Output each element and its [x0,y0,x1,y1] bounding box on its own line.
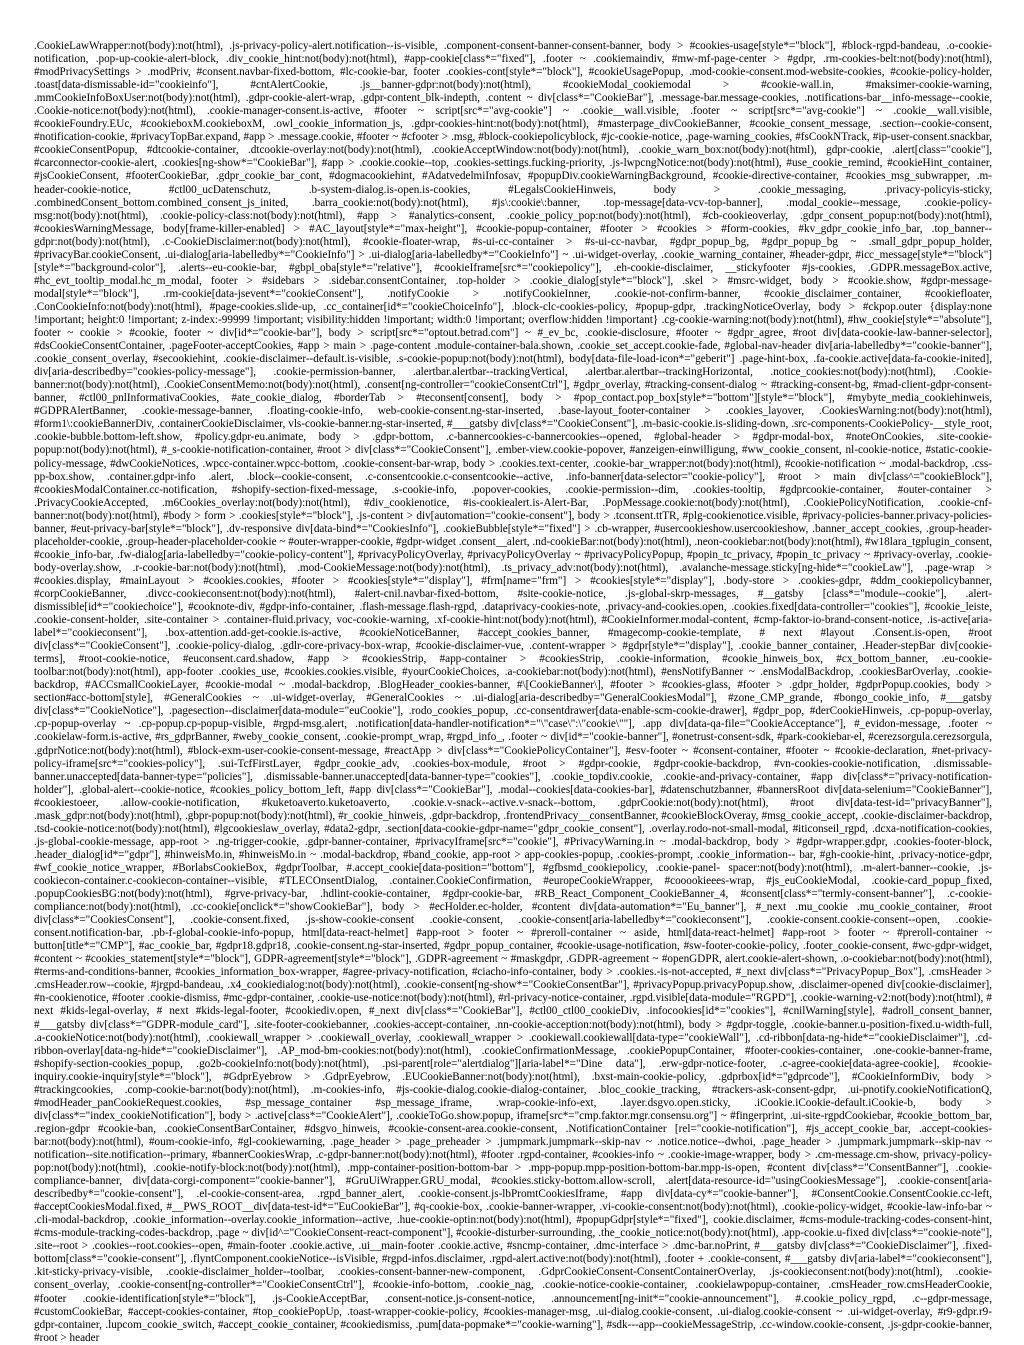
css-selector-text: .CookieLawWrapper:not(body):not(html), .js-privacy-policy-alert.notification--is-visible, .component-consent-banner-consent-banner, body > #cookies-usage[style*="block"], #block-rgpd-bandeau, .o-cookie-notification, .pop-up-cookie-alert-block, .div_cookie_hint:not(body):not(html), #app-cookie[class*="fixed"], .footer ~ .cookiemaindiv, #mw-mf-page-center > #gdpr, .rm-cookies-belt:not(body):not(html), #modPrivacySettings > .modPriv, #consent.navbar-fixed-bottom, #lc-cookie-bar, footer .cookies-cont[style*="block"], #cookieUsagePopup, .mod-cookie-consent.mod-website-cookies, #cookie-policy-holder, .toast[data-dismissable-id="cookieinfo"], #cntAlertCookie, .js__banner-gdpr:not(body):not(html), #cookieModal_cookiemodal > #cookie-wall.in, #maksimer-cookie-warning, .mmCookieInfoBoxUser:not(body):not(html), .gdpr-cookie-alert-wrap, .gdpr-content_blk-indepth, .content ~ div[class*="CookieBar"], .message-bar.message-cookies, .notifications-bar__info-message--cookie, .Cookie-notice:not(body):not(html), .cookie-manager-consent.is-active, #footer ~ script[src*="avg-cookie"] ~ .cookie__wall.visible, .footer ~ script[src*="avg-cookie"] ~ .cookie__wall.visible, #cookieFoundry.EUc, #cookieboxM.cookieboxM, .owl_cookie_information_js, .gdpr-cookies-hint:not(body):not(html), #masterpage_divCookieBanner, #cookie_consent_message, .section--cookie-consent, #notification-cookie, #privacyTopBar.expand, #app > .message.cookie, #footer ~ #cfooter > .msg, #block-cookiepolicyblock, #jc-cookie-notice, .page-warning_cookies, #fsCookNTrack, #ip-user-consent.snackbar, #cookieConsentPopup, #dtcookie-container, .dtcookie-overlay:not(body):not(html), .cookieAcceptWindow:not(body):not(html), .cookie_warn_box:not(body):not(html), gdpr-cookie, .alert[class="cookie"], #carconnector-cookie-alert, .cookies[ng-show*="CookieBar"], #app > .cookie.cookie--top, .cookies-settings.fucking-priority, .js-lwpcngNotice:not(body):not(html), #use_cookie_remind, #cookieHint_container, #jsCookieConsent, #footerCookieBar, .gdpr_cookie_bar_cont, #dogmacookiehint, #AdatvedelmiInfosav, #popupDiv.cookieWarningBackground, #cookie-directive-container, #cookies_msg_subwrapper, .m- header-cookie-notice, #ctl00_ucDatenschutz, .b-system-dialog.is-open.is-cookies, #LegalsCookieHinweis, body > .cookie_messaging, .privacy-policyis-sticky, .combinedConsent_bottom.combined_consent_js_inited, .barra_cookie:not(body):not(html), #js\:cookie\:banner, .top-message[data-vcv-top-banner], .modal_cookie--message, .cookie-policy-msg:not(body):not(html), .cookie-policy-class:not(body):not(html), #app > #analytics-consent, .cookie_policy_pop:not(body):not(html), #cb-cookieoverlay, .gdpr_consent_popup:not(body):not(html), #cookiesWarningMessage, body[frame-killer-enabled] > #AC_layout[style*="max-height"], #cookie-popup-container, #footer > #cookies > #form-cookies, #kv_gdpr_cookie_info_bar, .top_banner--gdpr:not(body):not(html), .c-CookieDisclaimer:not(body):not(html), #cookie-floater-wrap, #s-ui-cc-container > #s-ui-cc-navbar, #gdpr_popup_bg, #gdpr_popup_bg ~ .small_gdpr_popup_holder, #privacyBar.cookieConsent, .ui-dialog[aria-labelledby*="CookieInfo"] > .ui-dialog[aria-labelledby*="CookieInfo"] ~ .ui-widget-overlay, .cookie_warning_container, #header-gdpr, #icc_message[style*="block"][style*="background-color"], .alerts--eu-cookie-bar, #gbpl_oba[style*="relative"], #cookieIframe[src*="cookiepolicy"], .eh-cookie-disclaimer, __stickyfooter #js-cookies, .GDPR.messageBox.active, #hc_evt_tooltip_modal.hc_m_modal, footer > #sidebars > .sidebar.consentContainer, .top-holder > .cookie_dialog[style*="block"], .skel > #msrc-widget, body > #cookie.show, #gdpr-message-modal[style*="block"], .rm-cookie[data-jsevent*="cookieConsent"], .notifyCookie > .notifyCookieInner, .cookie-not-confirm-banner, #cookie_disclaimer_container, #cookiefloater, .ConCookieInfo:not(body):not(html), #page-cookies.slide-up, .cc_container[id*="cookieChoiceInfo"], .block-clc-cookies-policy, #popup-gdpr, .trackingNoticeOverlay, body > #ckpop.outer {display:none !important; height:0 !important; z-index:-99999 !important; visibility:hidden !important; width:0 !important; overflow:hidden !important} .cg-cookie-warning:not(body):not(html), #hw_cookie[style*="absolute"], footer ~ cookie > #cookie, footer ~ div[id*="cookie-bar"], body > script[src*="optout.betrad.com"] ~ #_ev_bc, .cookie-disclosure, #footer ~ #gdpr_agree, #root div[data-cookie-law-banner-selector], #dsCookieConsentContainer, .pageFooter-acceptCookies, #app > main > .page-content .module-container-bala.shown, .cookie_set_accept.cookie-fade, #global-nav-header div[aria-labelledby*="cookie-banner"], .cookie_consent_overlay, #secookiehint, .cookie-disclaimer--default.is-visible, .s-cookie-popup:not(body):not(html), body[data-file-load-icon*="geberit"] .page-hint-box, .fa-cookie.active[data-fa-cookie-inited], div[aria-describedby="cookies-policy-message"], .cookie-permission-banner, .alertbar.alertbar--trackingVertical, .alertbar.alertbar--trackingHorizontal, .notice_cookies:not(body):not(html), .Cookie-banner:not(body):not(html), .CookieConsentMemo:not(body):not(html), .consent[ng-controller="cookieConsentCtrl"], #gdpr_overlay, #tracking-consent-dialog ~ #tracking-consent-bg, #mad-client-gdpr-consent-banner, #ctl00_pnlInformativaCookies, #ate_cookie_dialog, #borderTab > #teconsent[consent], body > #pop_contact.pop_box[style*="bottom"][style*="block"], #mybyte_media_cookiehinweis, #GDPRAlertBanner, .cookie-message-banner, .floating-cookie-info, web-cookie-consent.ng-star-inserted, .base-layout_footer-container > .cookies_layover, .CookiesWarning:not(body):not(html), #form1\:cookieBannerDiv, .containerCookieDisclaimer, vls-cookie-banner.ng-star-inserted, #___gatsby div[class*="CookieConsent"], .m-basic-cookie.is-sliding-down, .src-components-CookiePolicy-__style_root, .cookie-bubble.bottom-left.show, #policy.gdpr-eu.animate, body > .gdpr-bottom, .c-bannercookies-c-bannercookies--opened, #global-header > #gdpr-modal-box, #noteOnCookies, .site-cookie-popup:not(body):not(html), #_s-cookie-notification-container, #root > div[class*="CookieConsent"], .ember-view.cookie-popover, #anzeigen-einwilligung, #ww_cookie_consent, nl-cookie-notice, #static-cookie-policy-message, #dwCookieNotices, .wpcc-container.wpcc-bottom, .cookie-consent-bar-wrap, body > .cookies.text-center, .cookie-bar_wrapper:not(body):not(html), #cookie-notification ~ .modal-backdrop, .css- pp-box.show, .container.gdpr-info .alert, .block--cookie-consent, .c-consentcookie.c-consentcookie--active, .info-banner[data-selector="cookie-policy"], #root > main div[class^="cookieBlock"], #cookiesModalContainer.cc-notification, #shopify-section-fixed-message, .s-cookie-info, .popover-cookies, .cookie-permission--dim, .cookies-tooltip, #gdprcookie-container, #outer-container > .PrivacyCookieAccepted, .m6Cookies_overlay:not(body):not(html), #div_cookienotice, #is-cookiealert.is-Alert-Bar, .PopMessage.cookie:not(body):not(html), .CookiePolicyNotification, .cookie-cnf-banner:not(body):not(html), #body > form > .cookies[style*="block"], .js-content > div[automation="cookie-consent"], body > .tconsent.ttTR, #plg-cookienotice.visible, #privacy-policies-banner.privacy-policies-banner, #eut-privacy-bar[style*="block"], .dv-responsive div[data-bind*="CookiesInfo"], .cookieBubble[style*="fixed"] > .cb-wrapper, #usercookieshow.usercookieshow, .banner_accept_cookies, .group-header-placeholder-cookie, .group-header-placeholder-cookie ~ #outer-wrapper-cookie, #gdpr-widget .consent__alert, .nd-cookieBar:not(body):not(html), .neon-cookiebar:not(body):not(html), #w18lara_tgplugin_consent, #cookie_info-bar, .fw-dialog[aria-labelledby="cookie-policy-content"], #privacyPolicyOverlay, #privacyPolicyOverlay ~ #privacyPolicyPopup, #popin_tc_privacy, #popin_tc_privacy ~ #privacy-overlay, .cookie-body-overlay.show, .r-cookie-bar:not(body):not(html), .mod-CookieMessage:not(body):not(html), .ts_privacy_adv:not(body):not(html), .avalanche-message.sticky[ng-hide*="cookieLaw"], .page-wrap > #cookies.display, #mainLayout > #cookies.cookies, #footer > #cookies[style*="display"], #frm[name="frm"] > #cookies[style*="display"], .body-store > .cookies-gdpr, #ddm_cookiepolicybanner, #corpCookieBanner, .divcc-cookieconsent:not(body):not(html), #alert-cnil.navbar-fixed-bottom, #site-cookie-notice, .js-global-skrp-messages, #__gatsby [class*="module--cookie"], .alert-dismissible[id*="cookiechoice"], #cooknote-div, #gdpr-info-container, .flash-message.flash-rgpd, .dataprivacy-cookies-note, .privacy-and-cookies.open, .cookies.fixed[data-controller="cookies"], #cookie_leiste, .cookie-consent-holder, .site-container > .container-fluid.privacy, voc-cookie-warning, .xf-cookie-hint:not(body):not(html), #CookieInformer.modal-content, #cmp-faktor-io-brand-consent-notice, .is-active[aria-label*="cookieconsent"], .box-attention.add-get-cookie.is-active, #cookieNoticeBanner, #accept_cookies_banner, #magecomp-cookie-template, # next #layout .Consent.is-open, #root div[class*="CookieConsent"], .cookie-policy-dialog, .gdlr-core-privacy-box-wrap, #cookie-disclaimer-vue, .content-wrapper > #gdpr[style*="display"], .cookie_banner_container, .Header-stepBar div[cookie-terms], #root-cookie-notice, #euconsent.card.shadow, #app > #cookiesStrip, #app-container > #cookiesStrip, .cookie-information, #cookie_hinweis_box, #cx_bottom_banner, .eu-cookie-toolbar:not(body):not(html), app-footer .cookies_use, #cookies.cookies.visible, #yourCookieChoices, .a-cookiebar:not(body):not(html), #ensNotifyBanner ~ .ensModalBackdrop, .cookiesBarOverlay, .cookie-backdrop, #ACCsmallCookieLayer, #cookie-modal ~ .modal-backdrop, .BlogHeader_cookies-banner, #\[CookieBanner\], #footer > #cookies-glass, #footer > .gdpr_holder, #gdprPopup.cookies, body > section#acc-bottom[style], #GeneralCookies ~ .ui-widget-overlay, #GeneralCookies ~ .ui-dialog[aria-describedby="GeneralCookiesModal"], #zone_CMP_grande, #bongo_cookie_info, #___gatsby div[class*="CookieNotice"], .pagesection--disclaimer[data-module="euCookie"], .rodo_cookies_popup, .cc-consentdrawer[data-enable-scm-cookie-drawer], #gdpr_pop, #derCookieHinweis, .cp-popup-overlay, .cp-popup-overlay ~ .cp-popup.cp-popup-visible, #rgpd-msg.alert, .notification[data-handler-notification*="\"case\":\"cookie\""], .app div[data-qa-file="CookieAcceptance"], #_evidon-message, .footer ~ .cookielaw-form.is-active, #rs_gdprBanner, #weby_cookie_consent, .cookie-prompt_wrap, #rgpd_info_, .footer ~ div[id*="cookie-banner"], #onetrust-consent-sdk, #park-cookiebar-el, #cerezsorgula.cerezsorgula, .gdprNotice:not(body):not(html), #block-exm-user-cookie-consent-message, #reactApp > div[class*="CookiePolicyContainer"], #esv-footer ~ #consent-container, #footer ~ #cookie-declaration, #net-privacy-policy-iframe[src*="cookies-policy"], .sui-TcfFirstLayer, #gdpr_cookie_adv, .cookies-box-module, #root > #gdpr-cookie, #gdpr-cookie-backdrop, #vn-cookies-cookie-notification, .dismissable-banner.unaccepted[data-banner-type="policies"], .dismissable-banner.unaccepted[data-banner-type="cookies"], .cookie_topdiv.cookie, .cookie-and-privacy-container, #app div[class*="privacy-notification-holder"], .global-alert--cookie-notice, #cookies_policy_bottom_left, #app div[class*="CookieBar"], .modal--cookies[data-cookies-bar], #datenschutzbanner, #bannersRoot div[data-selenium="CookieBanner"], #cookiestoeer, .allow-cookie-notification, #kuketoaverto.kuketoaverto, .cookie.v-snack--active.v-snack--bottom, .gdprCookie:not(body):not(html), #root div[data-test-id="privacyBanner"], .mask_gdpr:not(body):not(html), .gbpr-popup:not(body):not(html), #r_cookie_hinweis, .gdpr-backdrop, .frontendPrivacy__consentBanner, #cookieBlockOveray, #msg_cookie_accept, .cookie-disclaimer-backdrop, .tsd-cookie-notice:not(body):not(html), #lgcookieslaw_overlay, #data2-gdpr, .section[data-cookie-gdpr-name="gdpr_cookie_consent"], .overlay.rodo-not-small-modal, #iticonseil_rgpd, .dcxa-notification-cookies, .js-global-cookie-message, app-root > .ng-trigger-cookie, .gdpr-banner-container, #privacyIframe[src*="cookie"], #PrivacyWarning.in ~ .modal-backdrop, body > #gdpr-wrapper.gdpr, .cookies-footer-block, .header_dialog[id*="gdpr"], #hinweisMo.in, #hinweisMo.in ~ .modal-backdrop, #band_cookie, app-root > app-cookies-popup, .cookies-prompt, .cookie_information-- bar, #gh-cookie-hint, .privacy-notice-gdpr, #wf_cookie_notice_wrapper, #BorlabsCookieBox, #gdprToolbar, #.accept_cookie[data-position="bottom"], #gfbsmd_cookiepolicy, .cookie-panel- spacer:not(body):not(html), .m-alert-banner--cookie, .js-cookiecon-container.c-cookiecon-container--visible, #TLECOnsentDialog, .container.CookieConfirmation, #europeCookieWrapper, #cooookieees-wrap, #js_euCookieModal, .cookie-card_popup_fixed, .popupCookiesBG:not(body):not(html), #grve-privacy-bar, .hdlint-cookie-container, #gdpr-cookie-bar, #RB_React_Component_CookieBanner_4, #consent[class*="termly-consent-banner"], .c-cookie-compliance:not(body):not(html), .cc-cookie[onclick*="showCookieBar"], body > #ecHolder.ec-holder, #content div[data-automation*="Eu_banner"], #_next .mu_cookie .mu_cookie_container, #root div[class*="CookiesConsent"], .cookie-consent.fixed, .js-show-cookie-consent .cookie-consent, .cookie-consent[aria-labelledby*="cookieconsent"], .cookie-consent.cookie-consent--open, .cookie-consent.notification-bar, .pb-f-global-cookie-info-popup, html[data-react-helmet] #app-root > footer ~ #preroll-container ~ aside, html[data-react-helmet] #app-root > footer ~ #preroll-container ~ button[title*="CMP"], #ac_cookie_bar, #gdpr18.gdpr18, .cookie-consent.ng-star-inserted, #gdpr_popup_container, #cookie-usage-notification, #sw-footer-cookie-policy, .footer_cookie-consent, #wc-gdpr-widget, #content ~ #cookies_statement[style*="block"], GDPR-agreement[style*="block"], .GDPR-agreement ~ #maskgdpr, .GDPR-agreement ~ #openGDPR, alert.cookie-alert-shown, .o-cookiebar:not(body):not(html), #terms-and-conditions-banner, #cookies_information_box-wrapper, #agree-privacy-notification, #ciacho-info-container, body > .cookies.-is-not-accepted, #_next div[class*="PrivacyPopup_Box"], .cmsHeader > .cmsHeader.row--cookie, #jrgpd-bandeau, .x4_cookiedialog:not(body):not(html), .cookie-consent[ng-show*="CookieConsentBar"], #privacyPopup.privacyPopup.show, .disclaimer-opened div[cookie-disclaimer], #n-cookienotice, #footer .cookie-dismiss, #mc-gdpr-container, .cookie-use-notice:not(body):not(html), #rl-privacy-notice-container, .rgpd.visible[data-module="RGPD"], .cookie-warning-v2:not(body):not(html), # next #kids-legal-overlay, # next #kids-legal-footer, #cookiediv.open, #_next div[class*="CookieBar"], #ctl00_ctl00_cookieDiv, .infocookies[id*="cookies"], #cnilWarning[style], #adroll_consent_banner, #___gatsby div[class*="GDPR-module_card"], .site-footer-cookiebanner, .cookies-accept-container, .nn-cookie-acception:not(body):not(html), body > #gdpr-toggle, .cookie-banner.u-position-fixed.u-width-full, .a-cookieNotice:not(body):not(html), .cookiewall_wrapper > .cookiewall_overlay, .cookiewall_wrapper > .cookiewall.cookiewall[data-type="cookieWall"], .cd-ribbon[data-ng-hide*="cookieDisclaimer"], .cd-ribbon-overlay[data-ng-hide*="cookieDisclaimer"], .AP_mod-bm-cookies:not(body):not(html), .cookieConfirmationMessage, .cookiePopupContainer, #footer-cookies-container, .one-cookie-banner-frame, #shopify-section-cookies_popup, .go2b-cookieInfo:not(body):not(html), .psi-parent[role="alertdialog"][aria-label*="Dine data"], .erw-gdpr-notice-footer, .c-agree-cookie[data-agree-cookie], #cookie-inquiry.cookie-inquiry[style*="block"], #GdprEyebrow > .GdprEyebrow, .EUCookieBanner:not(body):not(html), .bxst-main-cookie-policy, .gdprbox[id*="gdprcode"], #CookieInformDiv, body > #trackingcookies, .comp-cookie-bar:not(body):not(html), .m-cookies-info, #js-cookie-dialog.cookie-dialog-container, .bloc_cookie_tracking, #trackers-ask-consent-gdpr, .ui-pnotify.cookieNotificationQ, #modHeader_panCookieRequest.cookies, #sp_message_container #sp_message_iframe, .wrap-cookie-info-ext, .layer.dsgvo.open.sticky, .iCookie.iCookie-default.iCookie-b, body > div[class*="index_cookieNotification"], body > .active[class*="CookieAlert"], .cookieToGo.show.popup, iframe[src*="cmp.faktor.mgr.consensu.org"] ~ #fingerprint, .ui-site-rgpdCookiebar, #cookie_bottom_bar, .region-gdpr #cookie-ban, .cookieConsentBarContainer, #dsgvo_hinweis, #cookie-consent-area.cookie-consent, .NotificationContainer [rel="cookie-notification"], #js_accept_cookie_bar, .accept-cookies-bar:not(body):not(html), #oum-cookie-info, #gl-cookiewarning, .page_header > .page_preheader > .jumpmark.jumpmark--skip-nav ~ .notice.notice--dwhoi, .page_header > .jumpmark.jumpmark--skip-nav ~ notification--site.notification--primary, #bannerCookiesWrap, .c-gdpr-banner:not(body):not(html), #footer .rgpd-container, #cookies-info ~ .cookie-image-wrapper, body > .cm-message.cm-show, privacy-policy-pop:not(body):not(html), .cookie-notify-block:not(body):not(html), .mpp-container-position-bottom-bar > .mpp-popup.mpp-position-bottom-bar.mpp-is-open, #content div[class*="ConsentBanner"], .cookie-compliance-banner, div[data-corgi-component="cookie-banner"], #GruUiWrapper.GRU_modal, #cookies.sticky-bottom.allow-scroll, .alert[data-resource-id="usingCookiesMessage"], .cookie-consent[aria-describedby*="cookie-consent"], .el-cookie-consent-area, .rgpd_banner_alert, .cookie-consent.js-lbPromtCookiesIframe, #app div[data-cy*="cookie-banner"], #ConsentCookie.ConsentCookie.cc-left, #acceptCookiesModal.fixed, #__PWS_ROOT__div[data-test-id*="EuCookieBar"], #q-cookie-box, .cookie-banner-wrapper, .vi-cookie-consent:not(body):not(html), .cookie-policy-widget, #cookie-law-info-bar ~ .cli-modal-backdrop, .cookie_information--overlay.cookie_information--active, .hue-cookie-optin:not(body):not(html), #popupGdpr[style*="fixed"], cookie.disclaimer, #cms-module-tracking-codes-consent-hint, #cms-module-tracking-codes-backdrop, .page ~ div[id^="CookieConsent-react-component"], #cookie-disturber-surrounding, .the_cookie_notice:not(body):not(html), .app-cookie.u-fixed div[class*="cookie-note"], .site--root > .cookies--root.cookies--open, #main-footer .cookie.active, .ui__main-footer .cookie.active, #sncmp-container, .dmc-interface > .dmc-bar.noPrint, #___gatsby div[class*="CookieDisclaimer"], .fixed-bottom[class*="cookie-consent"], .flyntComponent.cookieNotice--isVisible, #rgpd-infos.disclaimer, .rgpd-alert.active:not(body):not(html), .footer + .cookie-consent, #___gatsby div[aria-label*="cookieconsent"], .kit-sticky-privacy-visible, .cookie-disclaimer_holder--toolbar, .cookies-consent-banner-new-component, .GdprCookieConsent-ConsentContainerOverlay, .js-cookieconsent:not(body):not(html), .cookie-consent_overlay, .cookie-consent[ng-controller*="CookieConsentCtrl"], #cookie-info-bottom, .cookie_nag, .cookie-notice-cookie-container, .cookielawpopup-container, .cmsHeader_row.cmsHeaderCookie, #footer .cookie-identification[style*="block"], .js-CookieAcceptBar, .consent-notice.js-consent-notice, .announcement[ng-init*="cookie-announcement"], #.cookie_policy_rgpd, .c--gdpr-message, #customCookieBar, #accept-cookies-container, #top_cookiePopUp, .toast-wrapper-cookie-policy, #cookies-manager-msg, .ui-dialog.cookie-consent, .ui-dialog.cookie-consent ~ .ui-widget-overlay, #r9-gdpr.r9-gdpr-container, .lupcom_cookie_switch, #accept_cookie_container, #cookiedismiss, .pum[data-popmake*="cookie-warning"], #sdk---app--cookieMessageStrip, .cc-window.cookie-consent, .js-gdpr-cookie-banner, #root > header [34,40,992,1344]
document-body [34,40,992,1344]
